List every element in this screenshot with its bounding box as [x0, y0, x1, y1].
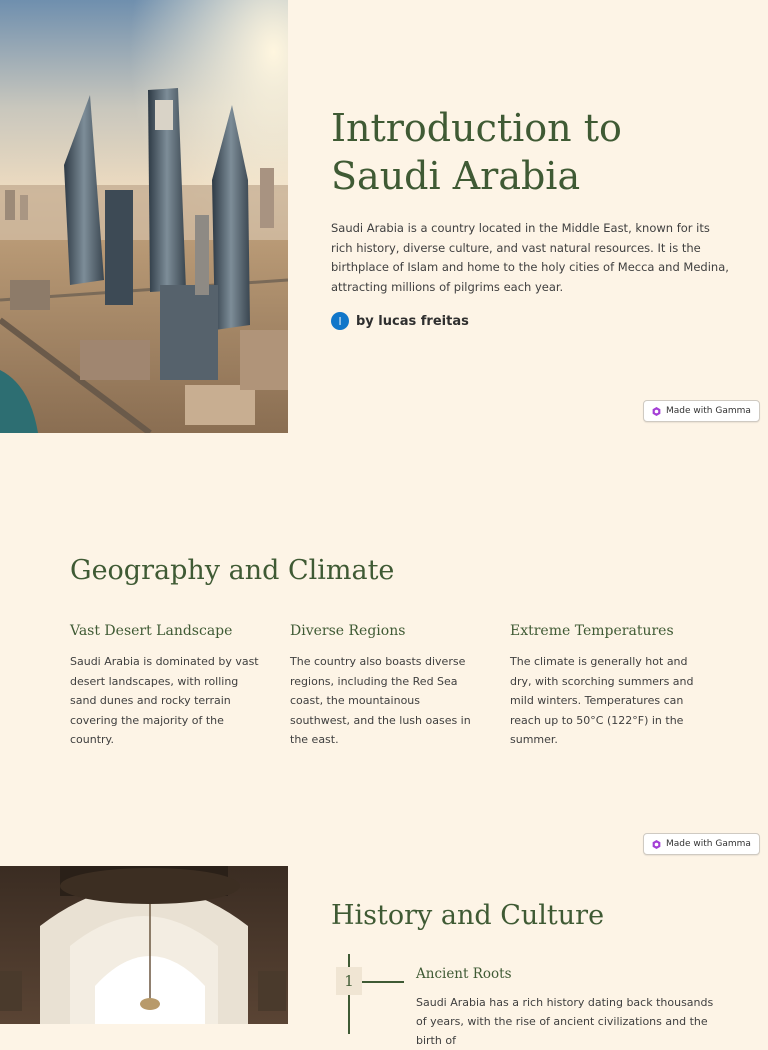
timeline-step-text: Saudi Arabia has a rich history dating back thousands of years, with the rise of ancient civilizations and the birth of: [416, 996, 714, 1047]
author-byline[interactable]: [331, 312, 469, 330]
slide-intro: [0, 0, 768, 433]
timeline-step-heading: Ancient Roots: [416, 966, 512, 982]
intro-paragraph: Saudi Arabia is a country located in the Middle East, known for its rich history, diverse culture, and vast natural resources. It is the birthplace of Islam and home to the holy cities of Mecca and Medina, attracting millions of pilgrims each year.: [331, 221, 729, 294]
geography-column-3: [510, 623, 700, 750]
column-heading: Diverse Regions: [290, 623, 406, 639]
gamma-logo-icon: [652, 840, 661, 849]
gamma-logo-icon: [652, 407, 661, 416]
title-line-1: Introduction to: [331, 106, 622, 150]
author-name: by lucas freitas: [356, 313, 469, 329]
page-title: [331, 104, 751, 200]
column-text: The country also boasts diverse regions, including the Red Sea coast, the mountainous southwest, and the lush oases in the east.: [290, 655, 471, 746]
geography-title: Geography and Climate: [70, 555, 395, 586]
geography-column-2: [290, 623, 480, 750]
gamma-badge-label: Made with Gamma: [666, 839, 751, 849]
column-text: The climate is generally hot and dry, with scorching summers and mild winters. Temperatures can reach up to 50°C (122°F) in the summer.: [510, 655, 694, 746]
column-text: Saudi Arabia is dominated by vast desert landscapes, with rolling sand dunes and rocky terrain covering the majority of the country.: [70, 655, 259, 746]
column-heading: Vast Desert Landscape: [70, 623, 233, 639]
timeline-step-number: 1: [336, 967, 362, 995]
gamma-badge-label: Made with Gamma: [666, 406, 751, 416]
made-with-gamma-badge[interactable]: [643, 400, 760, 422]
history-title: History and Culture: [331, 900, 605, 931]
geography-column-1: [70, 623, 260, 750]
author-avatar-icon: l: [331, 312, 349, 330]
riyadh-skyline-image: [0, 0, 288, 433]
slide-history: [0, 866, 768, 1047]
timeline-connector: [362, 981, 404, 983]
column-heading: Extreme Temperatures: [510, 623, 674, 639]
slide-geography: [0, 433, 768, 866]
made-with-gamma-badge[interactable]: [643, 833, 760, 855]
title-line-2: Saudi Arabia: [331, 154, 581, 198]
mosque-interior-image: [0, 866, 288, 1024]
